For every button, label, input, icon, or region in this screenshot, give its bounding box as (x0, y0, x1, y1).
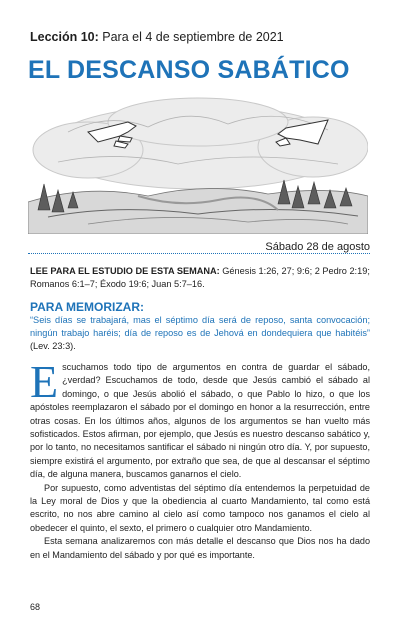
reading-refs: Génesis 1:26, 27; 9:6; 2 Pedro 2:19; Romanos 6:1–7; Éxodo 19:6; Juan 5:7–16. (30, 266, 370, 289)
memory-heading: PARA MEMORIZAR: (30, 300, 144, 314)
lesson-header (30, 30, 284, 44)
dotted-divider (28, 253, 370, 254)
hands-over-landscape-illustration (28, 92, 368, 234)
drop-cap: E (30, 356, 59, 407)
lesson-date: Para el 4 de septiembre de 2021 (102, 30, 284, 44)
lesson-label: Lección 10: (30, 30, 99, 44)
page-title: EL DESCANSO SABÁTICO (28, 56, 350, 84)
memory-reference: (Lev. 23:3). (30, 341, 76, 351)
paragraph-2: Por supuesto, como adventistas del séptimo día entendemos la perpetuidad de la Ley moral de Dios y que la obediencia al cuarto Mandamiento, tal como está escrito, no nos abre camino al cielo así como tampoco nos ganamos el cielo al obedecer el quinto, el sexto, el primero o cualquier otro Mandamiento. (30, 482, 370, 533)
reading-label: LEE PARA EL ESTUDIO DE ESTA SEMANA: (30, 266, 220, 276)
paragraph-1 (30, 356, 370, 482)
weekly-reading (30, 265, 370, 291)
lesson-body (30, 356, 370, 562)
memory-verse: “Seis días se trabajará, mas el séptimo día será de reposo, santa convocación; ningún trabajo haréis; día de reposo es de Jehová en dondequiera que habitéis” (30, 315, 370, 338)
paragraph-1-text: scuchamos todo tipo de argumentos en contra de guardar el sábado, ¿verdad? Escuchamos de todo, desde que Jesús cambió el sábado al domingo, o que Jesús abolió el sábado, o que Pablo lo hizo, o que los apóstoles reemplazaron el sábado por el domingo en honor a la resurrección, entre otras cosas. En los últimos años, algunos de los argumentos se han vuelto más sofisticados. Estos afirman, por ejemplo, que Jesús es nuestro descanso sabático y, por lo tanto, no necesitamos santificar el sábado ni ningún otro día. Y, por supuesto, siempre existirá el argumento, por extraño que sea, de que al descansar el séptimo día, de alguna manera, buscamos ganarnos el cielo. (30, 362, 370, 480)
day-date: Sábado 28 de agosto (265, 241, 370, 253)
paragraph-3: Esta semana analizaremos con más detalle el descanso que Dios nos ha dado en el Mandamiento del sábado y por qué es importante. (30, 536, 370, 560)
memory-verse-block (30, 314, 370, 353)
page-number: 68 (30, 602, 41, 612)
